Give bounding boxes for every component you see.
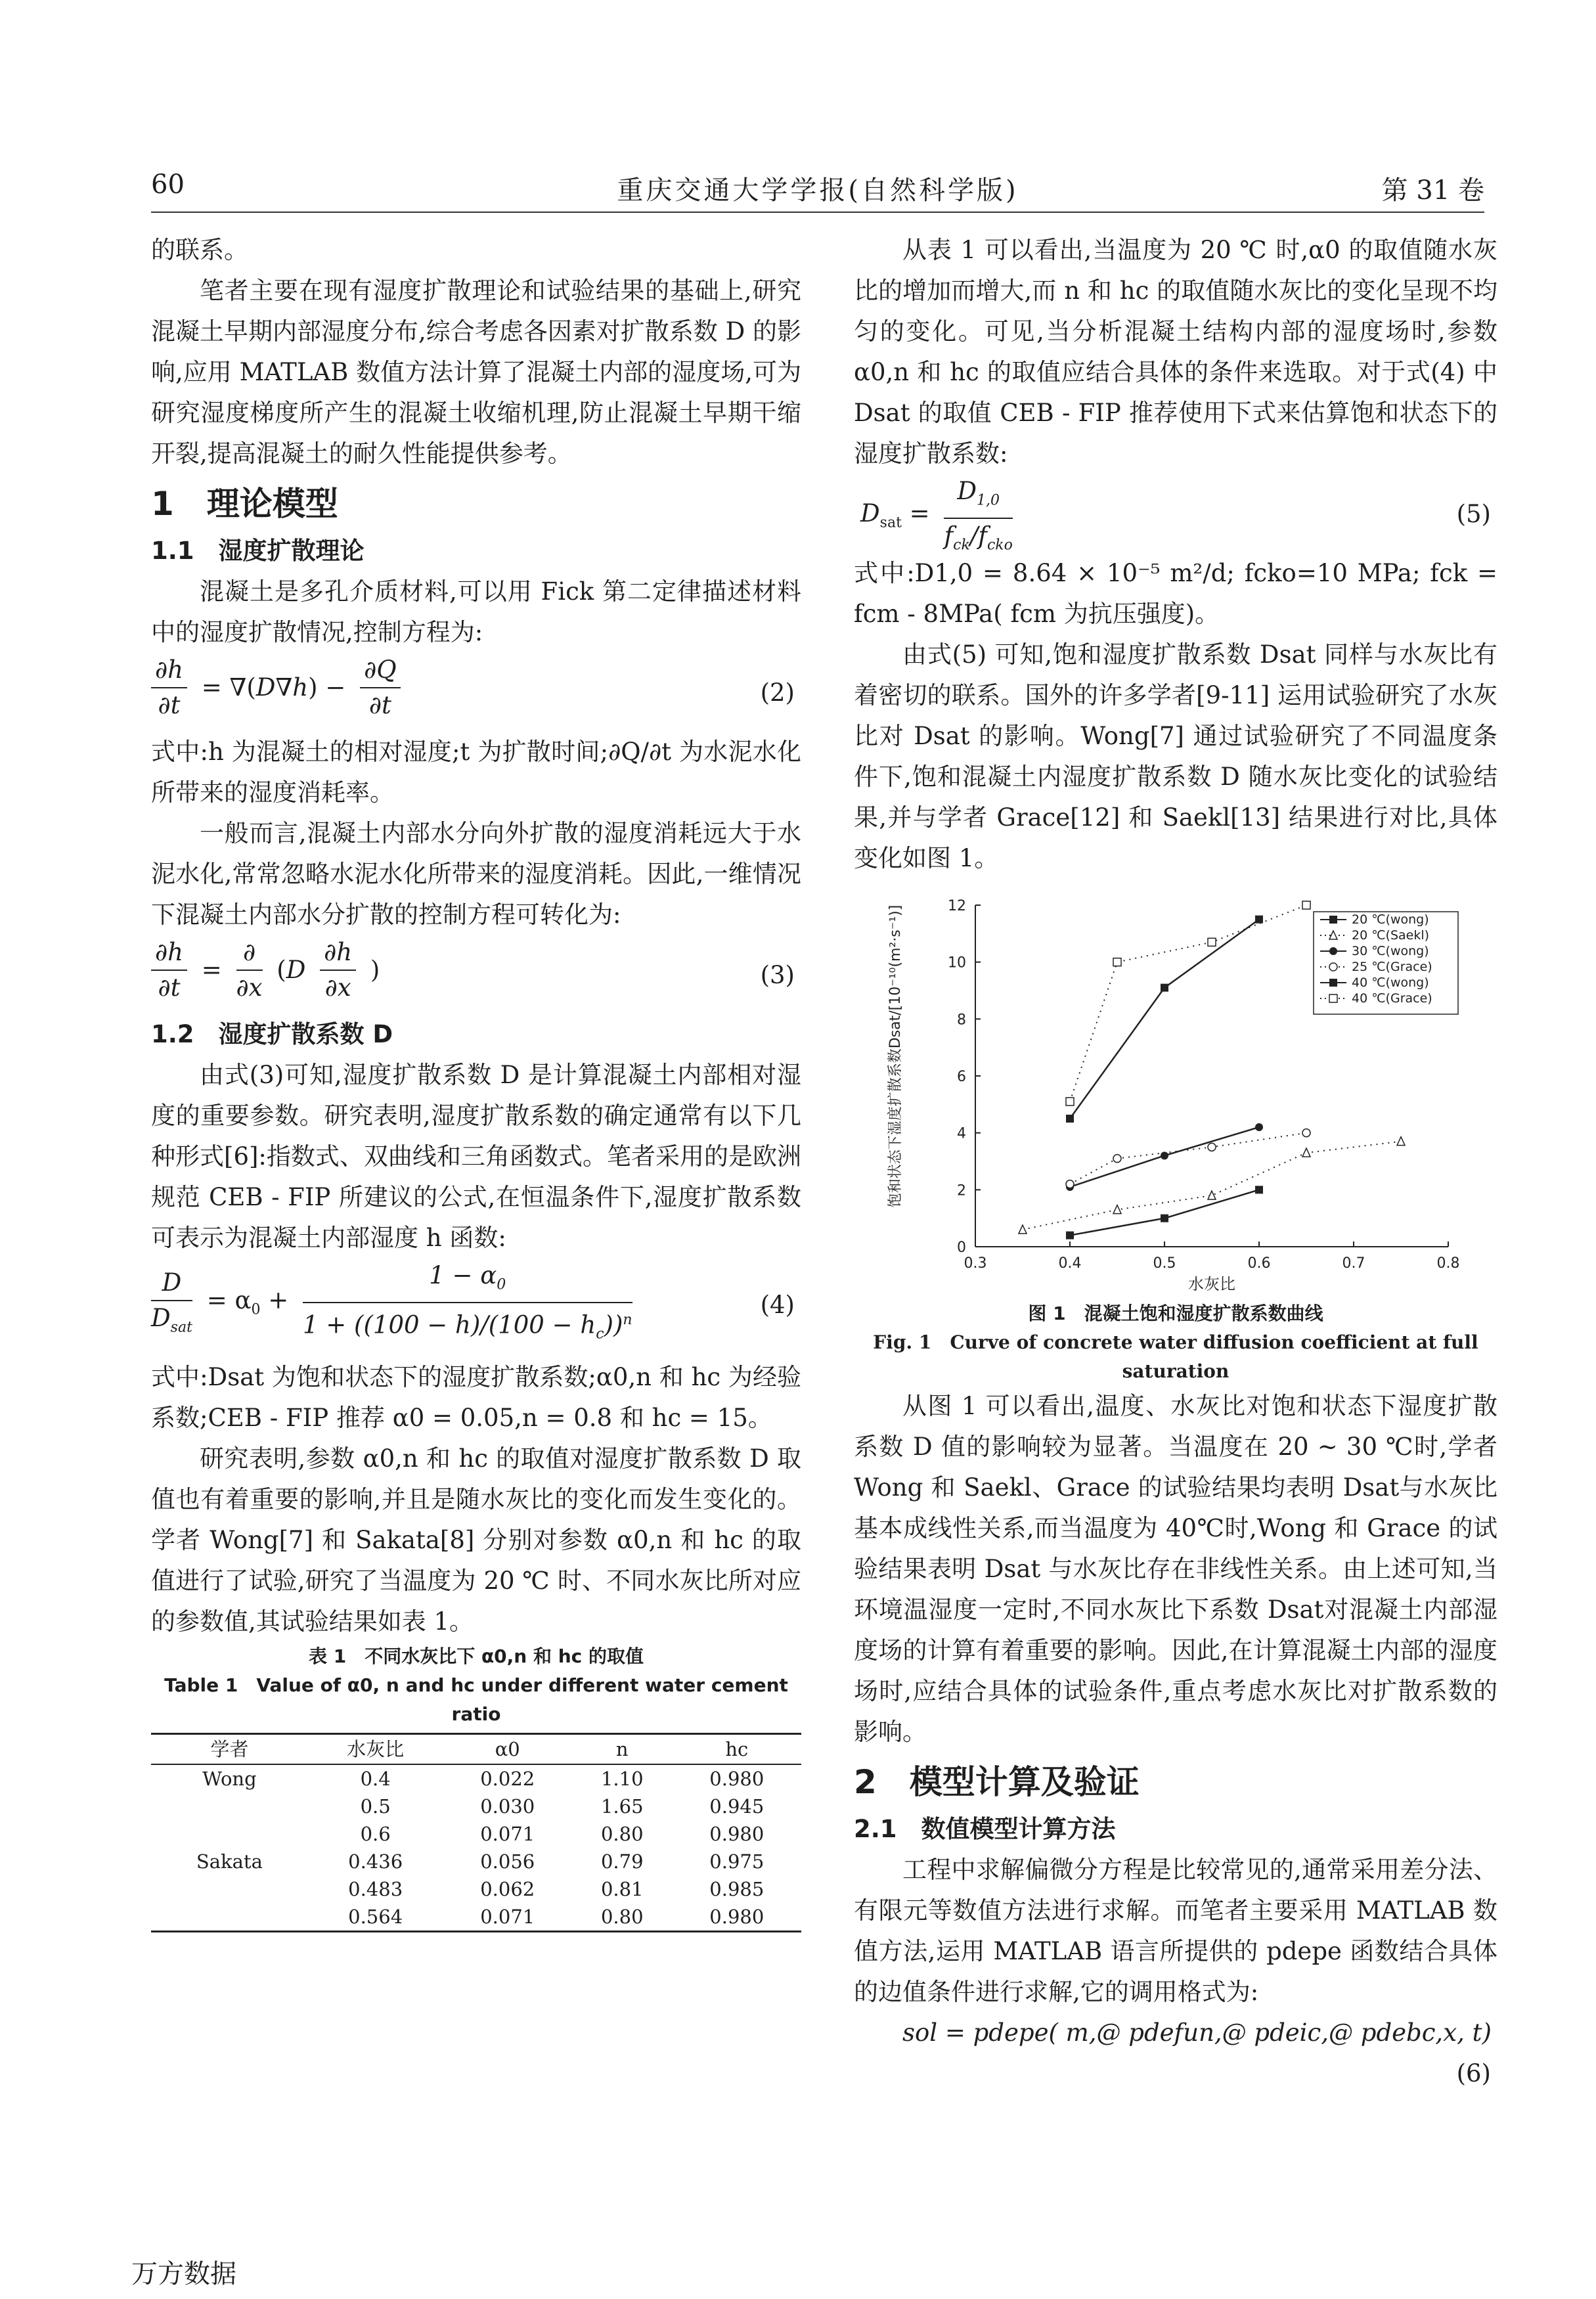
paragraph: 混凝土是多孔介质材料,可以用 Fick 第二定律描述材料中的湿度扩散情况,控制方程为: [151, 577, 801, 646]
paragraph: 式中:h 为混凝土的相对湿度;t 为扩散时间;∂Q/∂t 为水泥水化所带来的湿度消耗率。 [151, 738, 801, 807]
data-point [1255, 916, 1263, 924]
table-row [151, 1764, 801, 1793]
table-row [151, 1875, 801, 1903]
paragraph: 由式(5) 可知,饱和湿度扩散系数 Dsat 同样与水灰比有着密切的联系。国外的许多学者[9-11] 运用试验研究了水灰比对 Dsat 的影响。Wong[7] 通过试验研究了不同温度条件下,饱和混凝土内湿度扩散系数 D 随水灰比变化的试验结果,并与学者 Grace[12] 和 Saekl[13] 结果进行对比,具体变化如图 1。 [854, 640, 1497, 872]
series-line [1070, 905, 1306, 1102]
y-tick-label: 4 [957, 1125, 966, 1142]
equation-2: $\frac{\partial h}{\partial t}$ = ∇(D∇h) − $\frac{\partial Q}{\partial t}$ (2) [151, 653, 801, 732]
table-cell: 1.10 [600, 1768, 644, 1790]
equation-5: $D_{sat}$ = $\frac{D_{1,0}}{f_{ck}/f_{cko}}$ (5) [854, 474, 1497, 553]
paragraph: 笔者主要在现有湿度扩散理论和试验结果的基础上,研究混凝土早期内部湿度分布,综合考虑各因素对扩散系数 D 的影响,应用 MATLAB 数值方法计算了混凝土内部的湿度场,可为研究湿度梯度所产生的混凝土收缩机理,防止混凝土早期干缩开裂,提高混凝土的耐久性能提供参考。 [151, 277, 801, 468]
table-cell: 0.980 [673, 1903, 801, 1932]
series-4 [1066, 1129, 1310, 1188]
parameter-table [151, 1733, 801, 1932]
subsection-heading-2-1: 2.1 数值模型计算方法 [854, 1815, 1116, 1843]
table-cell: 0.071 [480, 1823, 535, 1845]
data-point [1161, 1215, 1168, 1222]
equation-number: (3) [760, 961, 795, 989]
paragraph: 由式(3)可知,湿度扩散系数 D 是计算混凝土内部相对湿度的重要参数。研究表明,湿度扩散系数的确定通常有以下几种形式[6]:指数式、双曲线和三角函数式。笔者采用的是欧洲规范 CEB - FIP 所建议的公式,在恒温条件下,湿度扩散系数可表示为混凝土内部湿度 h 函数: [151, 1061, 801, 1252]
subsection-heading-1-1: 1.1 湿度扩散理论 [151, 537, 365, 565]
series-line [1070, 1190, 1259, 1235]
table-cell [151, 1903, 308, 1932]
data-point [1066, 1232, 1074, 1239]
figure-caption-en: Fig. 1 Curve of concrete water diffusion coefficient at full saturation [873, 1331, 1478, 1382]
data-point [1329, 947, 1337, 955]
data-point [1208, 1191, 1216, 1199]
series-6 [1066, 901, 1310, 1105]
equation-4: $\frac{D}{D_{sat}}$ = $\alpha_0$ + $\frac{1 - \alpha_0}{1 + ((100 - h)/(100 - h_c))^n}$ (4) [151, 1259, 801, 1357]
table-header: 水灰比 [308, 1734, 443, 1765]
table-cell: 0.483 [348, 1878, 403, 1900]
data-point [1161, 984, 1168, 992]
paragraph: 一般而言,混凝土内部水分向外扩散的湿度消耗远大于水泥水化,常常忽略水泥水化所带来的湿度消耗。因此,一维情况下混凝土内部水分扩散的控制方程可转化为: [151, 819, 801, 929]
table-cell: 0.564 [308, 1903, 443, 1932]
equation-text: sol = pdepe( m,@ pdefun,@ pdeic,@ pdebc,x, t) [902, 2019, 1492, 2047]
y-tick-label: 6 [957, 1069, 966, 1085]
table-cell: 0.980 [709, 1823, 765, 1845]
paragraph: 从图 1 可以看出,温度、水灰比对饱和状态下湿度扩散系数 D 值的影响较为显著。当温度在 20 ~ 30 ℃时,学者 Wong 和 Saekl、Grace 的试验结果均表明 Dsat与水灰比基本成线性关系,而当温度为 40℃时,Wong 和 Grace 的试验结果表明 Dsat 与水灰比存在非线性关系。由上述可知,当环境温湿度一定时,不同水灰比下系数 Dsat对混凝土内部湿度场的计算有着重要的影响。因此,在计算混凝土内部的湿度场时,应结合具体的试验条件,重点考虑水灰比对扩散系数的影响。 [854, 1392, 1497, 1746]
table-cell: 0.945 [709, 1795, 765, 1818]
table-cell [151, 1793, 308, 1820]
equation-number: (4) [760, 1291, 795, 1319]
legend-label: 20 ℃(Saekl) [1352, 928, 1430, 943]
table-cell: Wong [202, 1768, 257, 1790]
table-row [151, 1848, 801, 1875]
footer-watermark: 万方数据 [131, 2259, 236, 2289]
section-heading-2: 2 模型计算及验证 [854, 1763, 1140, 1801]
data-point [1208, 938, 1216, 946]
left-column [151, 230, 801, 1932]
data-point [1329, 994, 1337, 1002]
y-tick-label: 2 [957, 1182, 966, 1199]
legend-label: 40 ℃(Grace) [1352, 991, 1432, 1006]
table-cell: 0.79 [600, 1850, 644, 1873]
series-line [1070, 1133, 1306, 1184]
paragraph: 工程中求解偏微分方程是比较常见的,通常采用差分法、有限元等数值方法进行求解。而笔者主要采用 MATLAB 数值方法,运用 MATLAB 语言所提供的 pdepe 函数结合具体的边值条件进行求解,它的调用格式为: [854, 1856, 1497, 2006]
data-point [1113, 1155, 1121, 1163]
table-header: α0 [443, 1734, 572, 1765]
table-caption-cn: 表 1 不同水灰比下 α0,n 和 hc 的取值 [308, 1645, 644, 1667]
table-cell: Sakata [196, 1850, 263, 1873]
table-cell: 0.975 [709, 1850, 765, 1873]
table-caption-en: Table 1 Value of α0, n and hc under different water cement ratio [164, 1674, 788, 1725]
data-point [1397, 1137, 1405, 1146]
header-rule [151, 212, 1484, 213]
series-3 [1066, 1123, 1263, 1191]
page-number: 60 [151, 169, 185, 200]
table-cell: 0.436 [348, 1850, 403, 1873]
journal-title: 重庆交通大学学报(自然科学版) [617, 175, 1019, 206]
data-point [1113, 958, 1121, 966]
series-line [1023, 1142, 1401, 1230]
volume-label: 第 31 卷 [1381, 175, 1484, 206]
y-axis-label: 饱和状态下湿度扩散系数Dsat/[10⁻¹⁰(m²·s⁻¹)] [887, 904, 904, 1208]
x-tick-label: 0.5 [1153, 1255, 1176, 1272]
table-cell: 0.81 [600, 1878, 644, 1900]
x-tick-label: 0.8 [1436, 1255, 1460, 1272]
paragraph: 从表 1 可以看出,当温度为 20 ℃ 时,α0 的取值随水灰比的增加而增大,而 n 和 hc 的取值随水灰比的变化呈现不均匀的变化。可见,当分析混凝土结构内部的湿度场时,参数 α0,n 和 hc 的取值应结合具体的条件来选取。对于式(4) 中 Dsat 的取值 CEB - FIP 推荐使用下式来估算饱和状态下的湿度扩散系数: [854, 236, 1497, 468]
subsection-heading-1-2: 1.2 湿度扩散系数 D [151, 1020, 393, 1048]
table-cell [151, 1875, 308, 1903]
equation-6 [854, 2013, 1497, 2094]
data-point [1329, 979, 1337, 987]
equation-number: (2) [760, 679, 795, 707]
data-point [1066, 1115, 1074, 1123]
data-point [1019, 1225, 1027, 1234]
diffusion-chart [854, 879, 1497, 1299]
table-cell: 0.985 [709, 1878, 765, 1900]
table-cell: 0.022 [480, 1768, 535, 1790]
data-point [1208, 1143, 1216, 1151]
y-tick-label: 10 [948, 954, 966, 971]
table-cell: 0.5 [360, 1795, 391, 1818]
data-point [1302, 901, 1310, 909]
table-row [151, 1820, 801, 1848]
legend-label: 20 ℃(wong) [1352, 912, 1429, 927]
data-point [1329, 963, 1337, 971]
section-heading-1: 1 理论模型 [151, 485, 338, 523]
table-cell: 0.6 [360, 1823, 391, 1845]
data-point [1255, 1186, 1263, 1194]
legend-label: 40 ℃(wong) [1352, 975, 1429, 990]
figure-caption-cn: 图 1 混凝土饱和湿度扩散系数曲线 [1028, 1303, 1323, 1324]
series-line [1070, 920, 1259, 1119]
table-header: n [572, 1734, 673, 1765]
data-point [1255, 1123, 1263, 1131]
table-row [151, 1793, 801, 1820]
table-header: hc [673, 1734, 801, 1765]
paragraph: 研究表明,参数 α0,n 和 hc 的取值对湿度扩散系数 D 取值也有着重要的影响,并且是随水灰比的变化而发生变化的。学者 Wong[7] 和 Sakata[8] 分别对参数 α0,n 和 hc 的取值进行了试验,研究了当温度为 20 ℃ 时、不同水灰比所对应的参数值,其试验结果如表 1。 [151, 1444, 801, 1636]
y-tick-label: 12 [948, 898, 966, 914]
table-cell: 0.4 [360, 1768, 391, 1790]
x-tick-label: 0.7 [1342, 1255, 1365, 1272]
paragraph: 式中:Dsat 为饱和状态下的湿度扩散系数;α0,n 和 hc 为经验系数;CEB - FIP 推荐 α0 = 0.05,n = 0.8 和 hc = 15。 [151, 1363, 801, 1432]
x-axis-label: 水灰比 [1188, 1275, 1235, 1293]
data-point [1302, 1129, 1310, 1137]
table-cell: 0.062 [480, 1878, 535, 1900]
data-point [1066, 1098, 1074, 1105]
table-cell: 0.056 [480, 1850, 535, 1873]
data-point [1329, 916, 1337, 924]
series-5 [1066, 916, 1263, 1123]
table-cell: 0.030 [480, 1795, 535, 1818]
equation-number: (6) [1456, 2059, 1491, 2087]
series-1 [1066, 1186, 1263, 1239]
table-cell: 0.071 [443, 1903, 572, 1932]
right-column [854, 230, 1497, 2094]
table-row [151, 1903, 801, 1932]
figure-1 [854, 879, 1497, 1299]
legend-label: 30 ℃(wong) [1352, 944, 1429, 958]
x-tick-label: 0.3 [964, 1255, 987, 1272]
paragraph: 式中:D1,0 = 8.64 × 10⁻⁵ m²/d; fcko=10 MPa; fck = fcm - 8MPa( fcm 为抗压强度)。 [854, 559, 1497, 628]
data-point [1302, 1148, 1310, 1157]
paragraph: 的联系。 [151, 236, 248, 264]
x-tick-label: 0.4 [1058, 1255, 1082, 1272]
table-cell: 0.980 [709, 1768, 765, 1790]
running-header [151, 169, 1484, 209]
table-header-row [151, 1734, 801, 1765]
table-cell: 0.80 [600, 1823, 644, 1845]
data-point [1113, 1205, 1121, 1214]
table-header: 学者 [151, 1734, 308, 1765]
table-cell: 1.65 [600, 1795, 644, 1818]
legend-label: 25 ℃(Grace) [1352, 960, 1432, 974]
data-point [1066, 1180, 1074, 1188]
equation-3: $\frac{\partial h}{\partial t}$ = $\frac{\partial}{\partial x}$ (D $\frac{\partial h}{\partial x}$ ) (3) [151, 935, 801, 1014]
equation-number: (5) [1456, 500, 1491, 528]
y-tick-label: 0 [957, 1239, 966, 1256]
table-cell [151, 1820, 308, 1848]
x-tick-label: 0.6 [1247, 1255, 1271, 1272]
y-tick-label: 8 [957, 1012, 966, 1029]
table-cell: 0.80 [572, 1903, 673, 1932]
